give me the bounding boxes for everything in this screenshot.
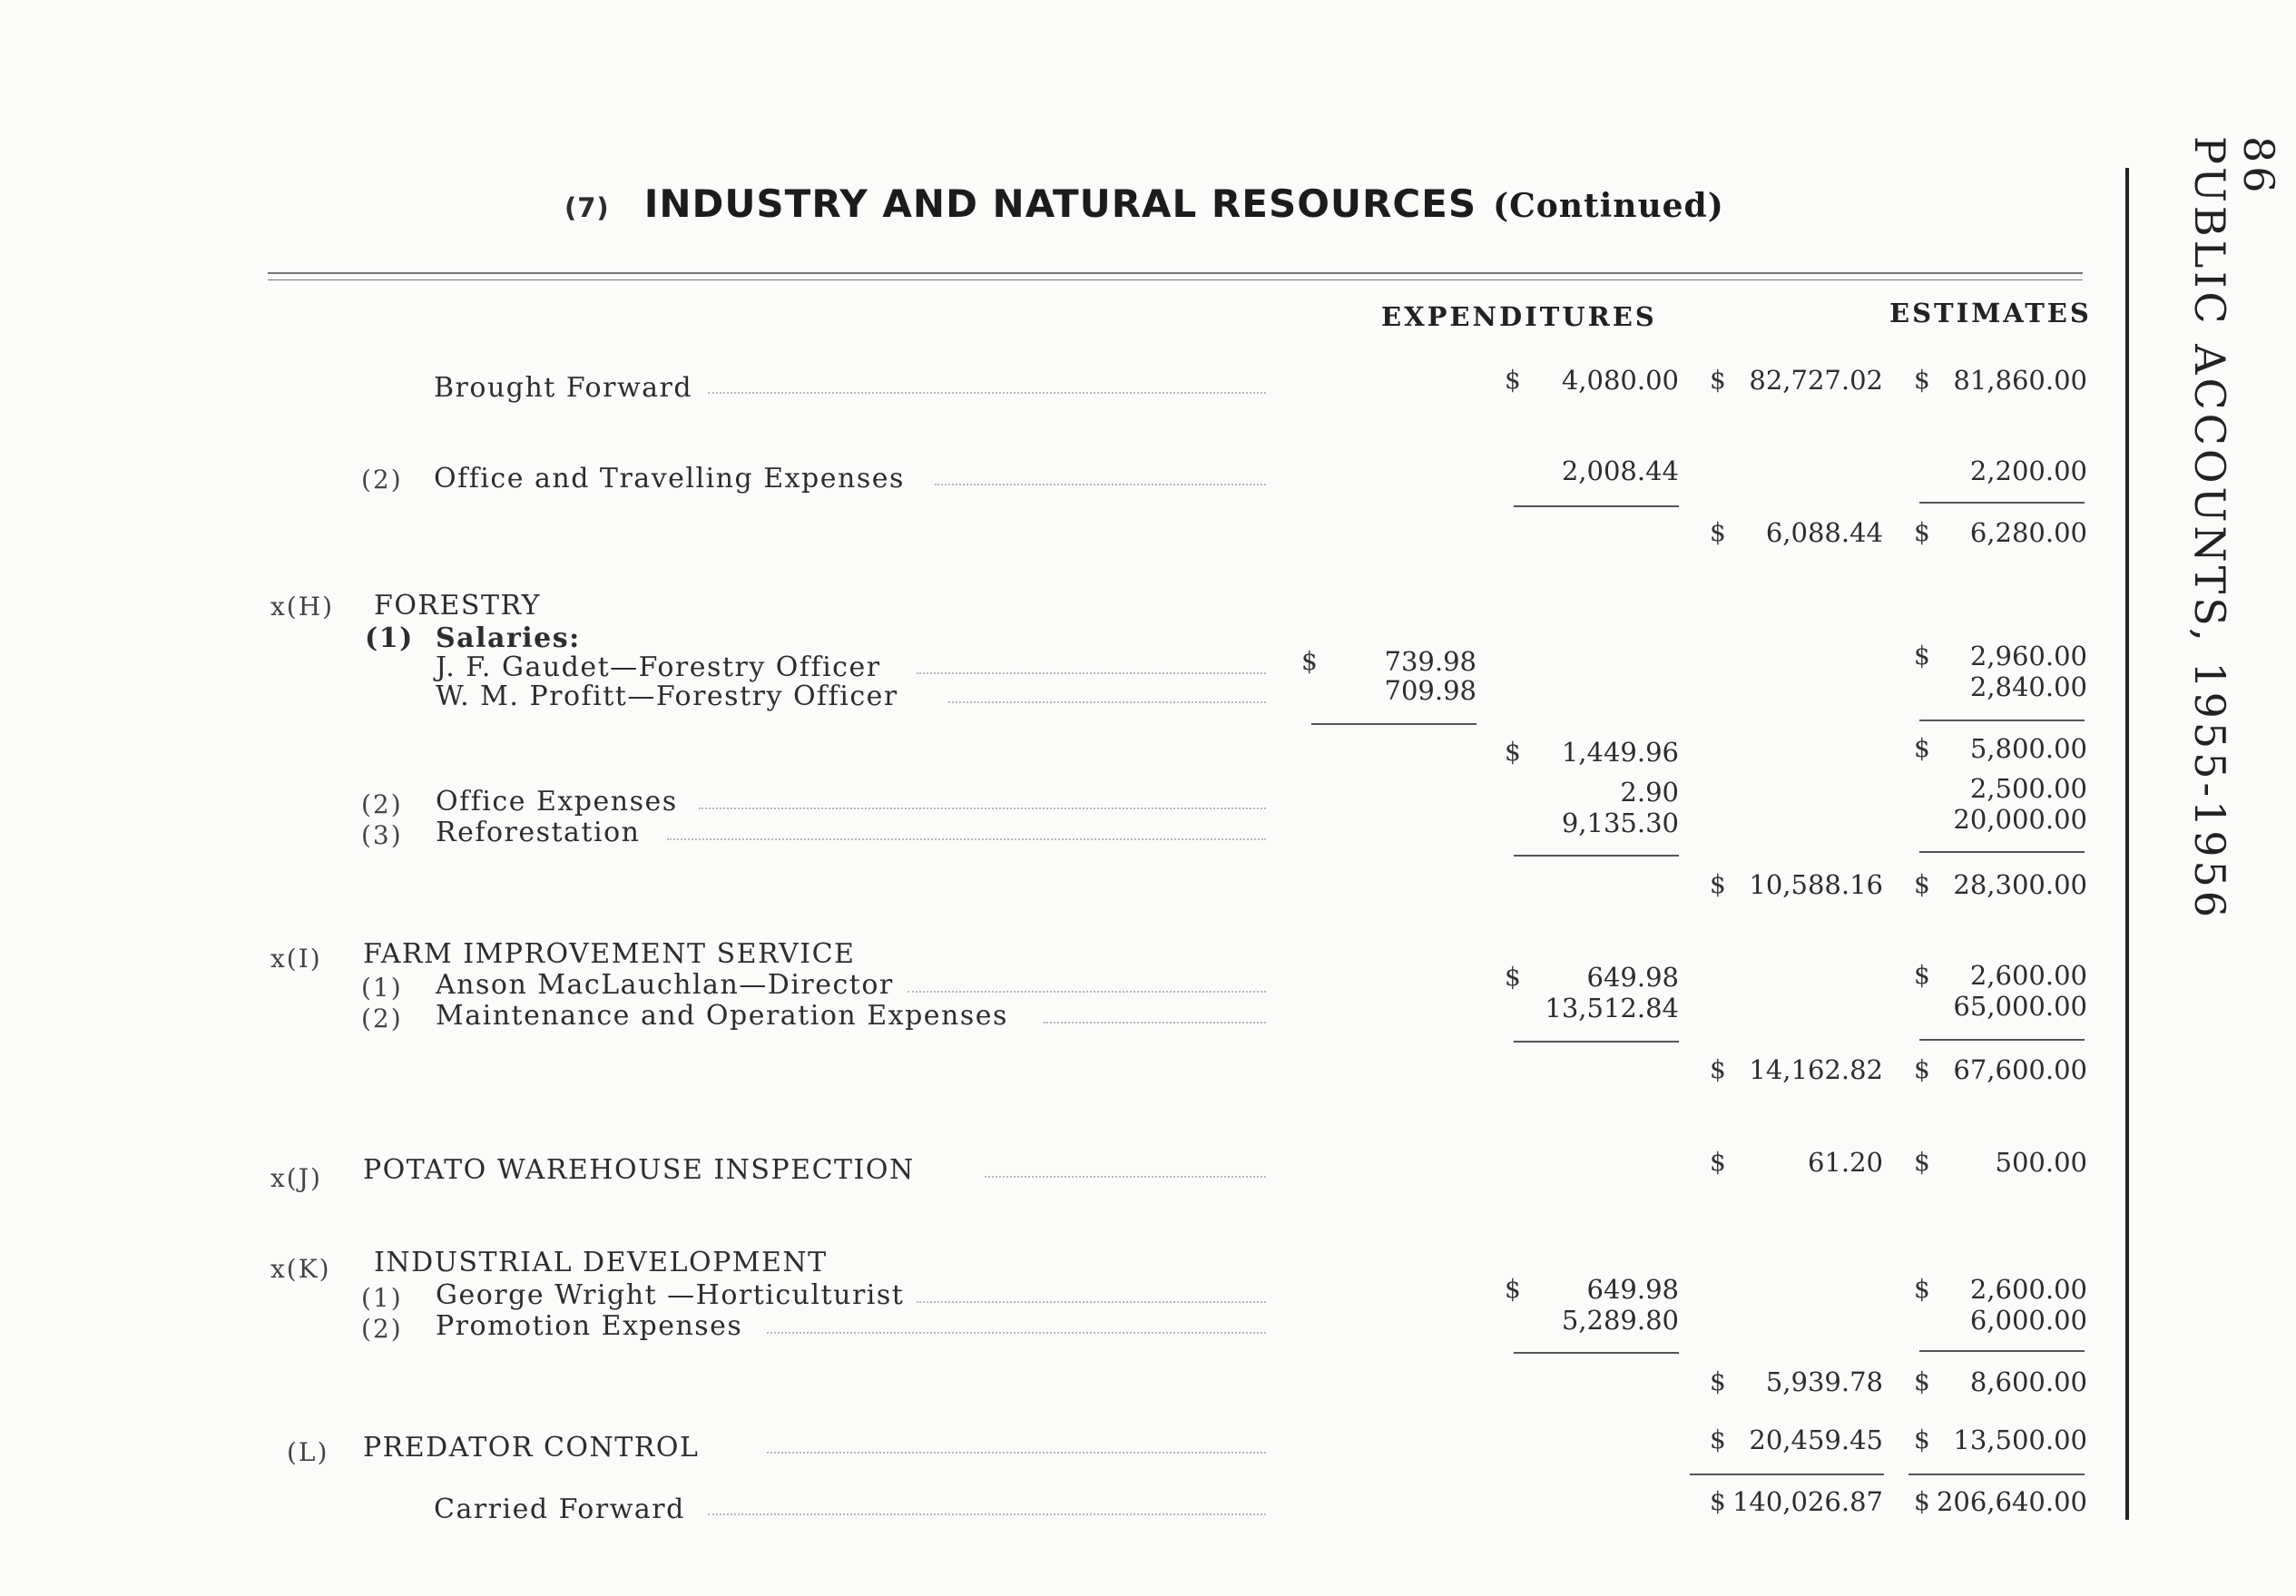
dollar-sign: $ (1914, 869, 1930, 899)
side-page-number: 86 (2234, 136, 2283, 197)
forestry-office-est: 2,500.00 (1969, 773, 2087, 804)
office-travel-total-exp3: 6,088.44 (1765, 517, 1883, 548)
dollar-sign: $ (1301, 646, 1318, 676)
forestry-heading: FORESTRY (374, 590, 541, 622)
title-number: (7) (564, 192, 610, 223)
forestry-emp1-exp1: 739.98 (1384, 646, 1477, 677)
dollar-sign: $ (1710, 1425, 1726, 1454)
section-marker: x(K) (270, 1254, 331, 1284)
predator-exp3: 20,459.45 (1749, 1425, 1883, 1455)
forestry-office-exp2: 2.90 (1620, 777, 1679, 808)
title-rule-bottom (268, 279, 2083, 280)
section-marker: (L) (287, 1437, 329, 1467)
leader-dots (767, 1332, 1266, 1334)
side-caption (2185, 136, 2283, 921)
dollar-sign: $ (1914, 1366, 1930, 1396)
industrial-item1-label: George Wright —Horticulturist (436, 1279, 905, 1311)
title-text: INDUSTRY AND NATURAL RESOURCES (643, 181, 1477, 226)
industrial-heading: INDUSTRIAL DEVELOPMENT (374, 1247, 828, 1278)
item-marker: (2) (361, 789, 403, 819)
subtotal-rule (1919, 851, 2085, 853)
potato-est: 500.00 (1995, 1147, 2087, 1178)
potato-exp3: 61.20 (1807, 1147, 1883, 1178)
forestry-salaries-total-est: 5,800.00 (1969, 733, 2087, 764)
item-marker: (3) (361, 820, 403, 850)
potato-heading: POTATO WAREHOUSE INSPECTION (363, 1154, 915, 1186)
item-marker: (1) (361, 1283, 403, 1313)
forestry-total-est: 28,300.00 (1953, 869, 2087, 900)
farm-item1-exp2: 649.98 (1586, 962, 1679, 993)
industrial-total-est: 8,600.00 (1969, 1366, 2087, 1397)
brought-forward-exp3: 82,727.02 (1749, 365, 1883, 396)
title-suffix: (Continued) (1493, 187, 1724, 225)
carried-forward-exp3: 140,026.87 (1732, 1486, 1883, 1517)
carried-forward-label: Carried Forward (434, 1493, 685, 1525)
forestry-emp2-label: W. M. Profitt—Forestry Officer (436, 681, 898, 712)
farm-item2-label: Maintenance and Operation Expenses (436, 1000, 1008, 1032)
dollar-sign: $ (1710, 1486, 1726, 1516)
dollar-sign: $ (1914, 641, 1930, 671)
industrial-item2-label: Promotion Expenses (436, 1310, 743, 1342)
forestry-refor-exp2: 9,135.30 (1561, 808, 1679, 838)
dollar-sign: $ (1914, 733, 1930, 763)
subtotal-rule (1311, 723, 1477, 725)
dollar-sign: $ (1710, 365, 1726, 395)
dollar-sign: $ (1710, 517, 1726, 547)
forestry-office-label: Office Expenses (436, 786, 678, 818)
title-rule-top (268, 272, 2083, 274)
margin-rule (2125, 168, 2129, 1520)
subtotal-rule (1919, 502, 2085, 504)
item-marker: (1) (365, 622, 414, 654)
industrial-item2-exp2: 5,289.80 (1561, 1305, 1679, 1336)
office-travel-est: 2,200.00 (1969, 455, 2087, 486)
dollar-sign: $ (1914, 1425, 1930, 1454)
leader-dots (948, 701, 1266, 703)
brought-forward-label: Brought Forward (434, 372, 693, 404)
item-marker: (2) (361, 1004, 403, 1033)
forestry-emp1-label: J. F. Gaudet—Forestry Officer (436, 651, 881, 683)
leader-dots (917, 672, 1266, 674)
leader-dots (908, 991, 1266, 993)
dollar-sign: $ (1710, 1147, 1726, 1177)
side-label: PUBLIC ACCOUNTS, 1955-1956 (2185, 136, 2234, 922)
dollar-sign: $ (1914, 1486, 1930, 1516)
dollar-sign: $ (1914, 517, 1930, 547)
item-marker: (2) (361, 465, 403, 494)
salaries-label: Salaries: (436, 622, 581, 654)
industrial-item1-exp2: 649.98 (1586, 1274, 1679, 1305)
dollar-sign: $ (1710, 1366, 1726, 1396)
farm-heading: FARM IMPROVEMENT SERVICE (363, 938, 856, 970)
forestry-total-exp3: 10,588.16 (1749, 869, 1883, 900)
dollar-sign: $ (1710, 869, 1726, 899)
subtotal-rule (1919, 1350, 2085, 1352)
forestry-emp2-est: 2,840.00 (1969, 671, 2087, 702)
header-estimates: ESTIMATES (1889, 298, 2092, 328)
predator-est: 13,500.00 (1953, 1425, 2087, 1455)
forestry-refor-label: Reforestation (436, 817, 641, 848)
leader-dots (667, 838, 1266, 840)
leader-dots (1044, 1022, 1266, 1023)
subtotal-rule (1908, 1474, 2085, 1475)
section-marker: x(J) (270, 1163, 322, 1193)
office-travel-label: Office and Travelling Expenses (434, 463, 905, 494)
dollar-sign: $ (1505, 1274, 1521, 1304)
farm-item2-est: 65,000.00 (1953, 991, 2087, 1022)
dollar-sign: $ (1505, 962, 1521, 992)
subtotal-rule (1514, 855, 1679, 857)
industrial-item2-est: 6,000.00 (1969, 1305, 2087, 1336)
brought-forward-est: 81,860.00 (1953, 365, 2087, 396)
farm-total-exp3: 14,162.82 (1749, 1054, 1883, 1085)
subtotal-rule (1514, 1352, 1679, 1354)
leader-dots (699, 808, 1266, 809)
subtotal-rule (1514, 1041, 1679, 1043)
industrial-total-exp3: 5,939.78 (1765, 1366, 1883, 1397)
dollar-sign: $ (1914, 365, 1930, 395)
header-expenditures: EXPENDITURES (1381, 301, 1657, 332)
forestry-salaries-total-exp2: 1,449.96 (1561, 737, 1679, 768)
dollar-sign: $ (1914, 1274, 1930, 1304)
farm-item2-exp2: 13,512.84 (1545, 993, 1679, 1023)
forestry-emp1-est: 2,960.00 (1969, 641, 2087, 671)
dollar-sign: $ (1710, 1054, 1726, 1084)
leader-dots (917, 1301, 1266, 1303)
item-marker: (2) (361, 1314, 403, 1344)
item-marker: (1) (361, 973, 403, 1003)
forestry-emp2-exp1: 709.98 (1384, 675, 1477, 706)
dollar-sign: $ (1505, 365, 1521, 395)
farm-item1-est: 2,600.00 (1969, 960, 2087, 991)
dollar-sign: $ (1505, 737, 1521, 767)
leader-dots (708, 1513, 1266, 1515)
carried-forward-est: 206,640.00 (1936, 1486, 2087, 1517)
subtotal-rule (1514, 505, 1679, 507)
dollar-sign: $ (1914, 960, 1930, 990)
farm-item1-label: Anson MacLauchlan—Director (436, 969, 894, 1001)
forestry-refor-est: 20,000.00 (1953, 804, 2087, 835)
leader-dots (767, 1452, 1266, 1454)
subtotal-rule (1919, 1039, 2085, 1041)
subtotal-rule (1919, 720, 2085, 721)
dollar-sign: $ (1914, 1147, 1930, 1177)
farm-total-est: 67,600.00 (1953, 1054, 2087, 1085)
dollar-sign: $ (1914, 1054, 1930, 1084)
predator-heading: PREDATOR CONTROL (363, 1432, 700, 1464)
office-travel-total-est: 6,280.00 (1969, 517, 2087, 548)
page-title (564, 181, 1724, 226)
brought-forward-exp2: 4,080.00 (1561, 365, 1679, 396)
industrial-item1-est: 2,600.00 (1969, 1274, 2087, 1305)
section-marker: x(I) (270, 944, 322, 974)
leader-dots (708, 392, 1266, 394)
leader-dots (985, 1176, 1266, 1178)
leader-dots (935, 484, 1266, 485)
office-travel-exp2: 2,008.44 (1561, 455, 1679, 486)
section-marker: x(H) (270, 592, 335, 622)
subtotal-rule (1690, 1474, 1884, 1475)
